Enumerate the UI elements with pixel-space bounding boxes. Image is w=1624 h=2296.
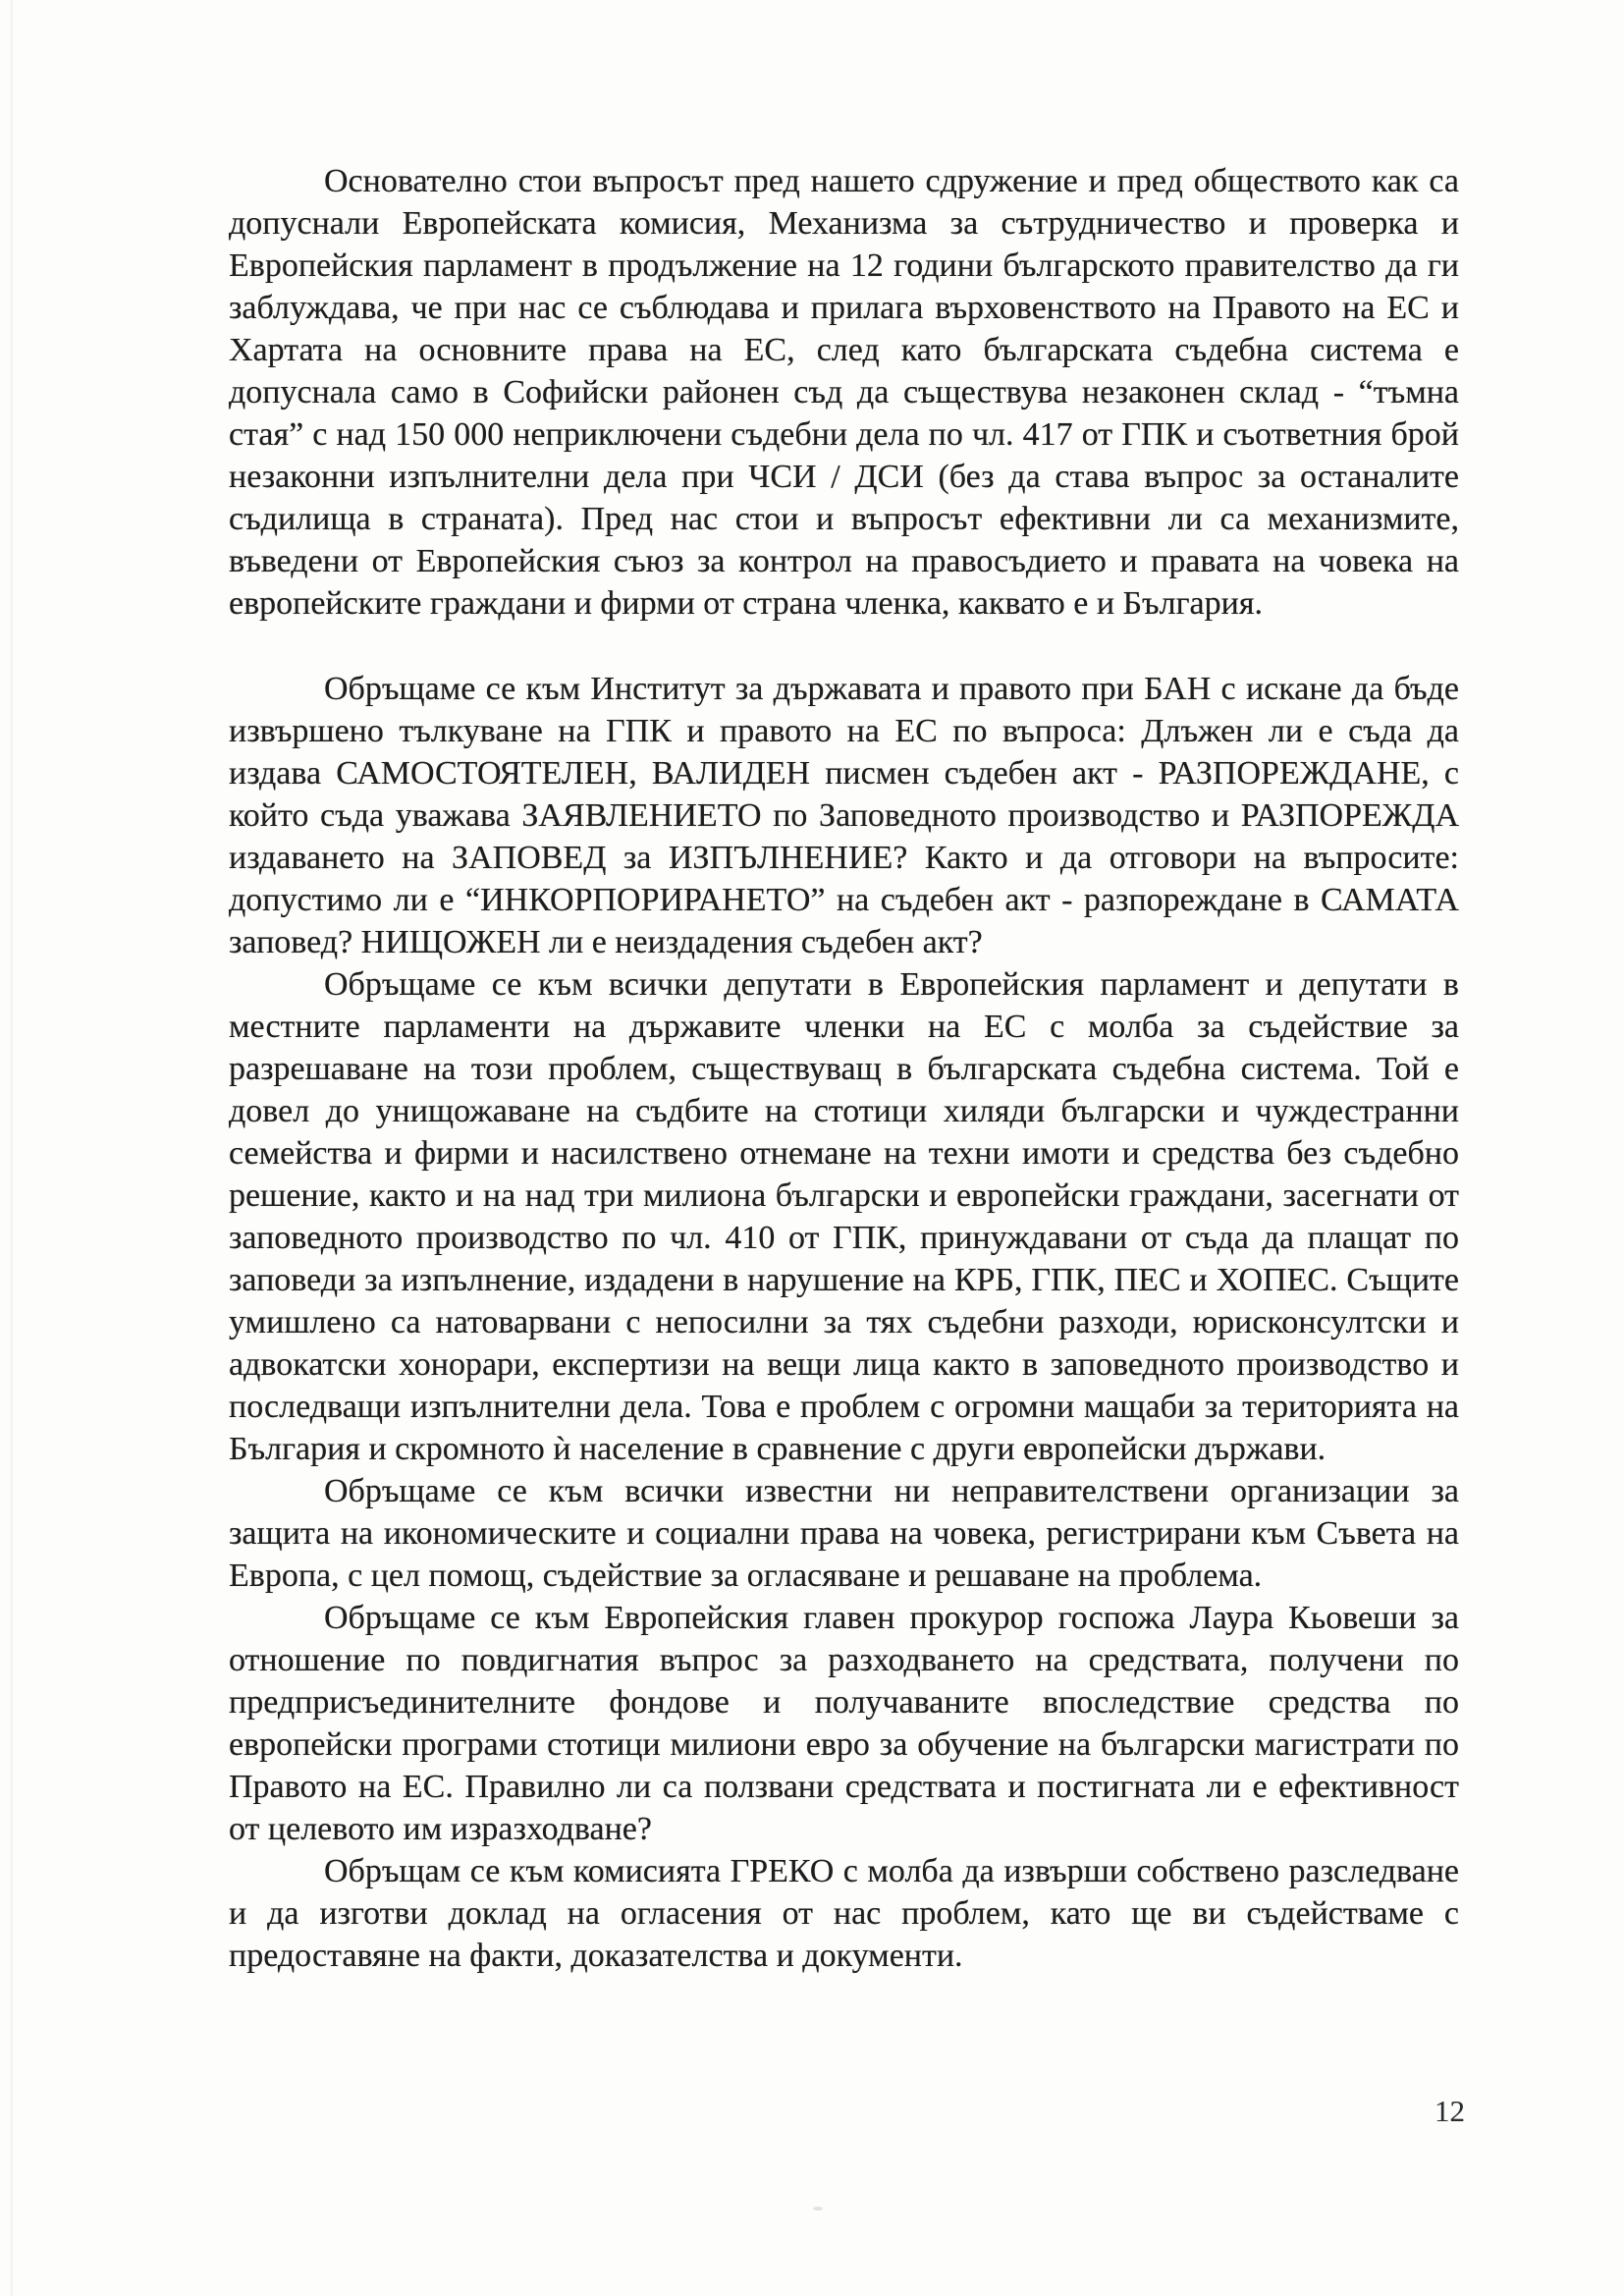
paragraph-3: Обръщаме се към всички депутати в Европейския парламент и депутати в местните парламенти на държавите членки на ЕС с молба за съдействие за разрешаване на този проблем, съществуващ в българската съдебна система. Той е довел до унищожаване на съдбите на стотици хиляди български и чуждестранни семейства и фирми и насилствено отнемане на техни имоти и средства без съдебно решение, както и на над три милиона български и европейски граждани, засегнати от заповедното производство по чл. 410 от ГПК, принуждавани от съда да плащат по заповеди за изпълнение, издадени в нарушение на КРБ, ГПК, ПЕС и ХОПЕС. Същите умишлено са натоварвани с непосилни за тях съдебни разходи, юрисконсултски и адвокатски хонорари, експертизи на вещи лица както в заповедното производство и последващи изпълнителни дела. Това е проблем с огромни мащаби за територията на България и скромното ѝ население в сравнение с други европейски държави. — [229, 966, 1459, 1467]
page-number: 12 — [1435, 2094, 1465, 2128]
paragraph-1: Основателно стои въпросът пред нашето сдружение и пред обществото как са допуснали Европейската комисия, Механизма за сътрудничество и проверка и Европейския парламент в продължение на 12 години българското правителство да ги заблуждава, че при нас се съблюдава и прилага върховенството на Правото на ЕС и Хартата на основните права на ЕС, след като българската съдебна система е допуснала само в Софийски районен съд да съществува незаконен склад - “тъмна стая” с над 150 000 неприключени съдебни дела по чл. 417 от ГПК и съответния брой незаконни изпълнителни дела при ЧСИ / ДСИ (без да става въпрос за останалите съдилища в страната). Пред нас стои и въпросът ефективни ли са механизмите, въведени от Европейския съюз за контрол на правосъдието и правата на човека на европейските граждани и фирми от страна членка, каквато е и България. — [229, 163, 1459, 622]
letter-body — [229, 160, 1459, 1977]
scan-artifact-speck — [813, 2207, 823, 2211]
paragraph-6: Обръщам се към комисията ГРЕКО с молба да извърши собствено разследване и да изготви доклад на огласения от нас проблем, като ще ви съдействаме с предоставяне на факти, доказателства и документи. — [229, 1853, 1459, 1974]
paragraph-4: Обръщаме се към всички известни ни неправителствени организации за защита на икономическите и социални права на човека, регистрирани към Съвета на Европа, с цел помощ, съдействие за огласяване и решаване на проблема. — [229, 1473, 1459, 1594]
paragraph-2: Обръщаме се към Институт за държавата и правото при БАН с искане да бъде извършено тълкуване на ГПК и правото на ЕС по въпроса: Длъжен ли е съда да издава САМОСТОЯТЕЛЕН, ВАЛИДЕН писмен съдебен акт - РАЗПОРЕЖДАНЕ, с който съда уважава ЗАЯВЛЕНИЕТО по Заповедното производство и РАЗПОРЕЖДА издаването на ЗАПОВЕД за ИЗПЪЛНЕНИЕ? Както и да отговори на въпросите: допустимо ли е “ИНКОРПОРИРАНЕТО” на съдебен акт - разпореждане в САМАТА заповед? НИЩОЖЕН ли е неиздадения съдебен акт? — [229, 671, 1459, 960]
paragraph-5: Обръщаме се към Европейския главен прокурор госпожа Лаура Кьовеши за отношение по повдигнатия въпрос за разходването на средствата, получени по предприсъединителните фондове и получаваните впоследствие средства по европейски програми стотици милиони евро за обучение на български магистрати по Правото на ЕС. Правилно ли са ползвани средствата и постигната ли е ефективност от целевото им изразходване? — [229, 1600, 1459, 1847]
scan-artifact-edge-line — [11, 0, 13, 2296]
